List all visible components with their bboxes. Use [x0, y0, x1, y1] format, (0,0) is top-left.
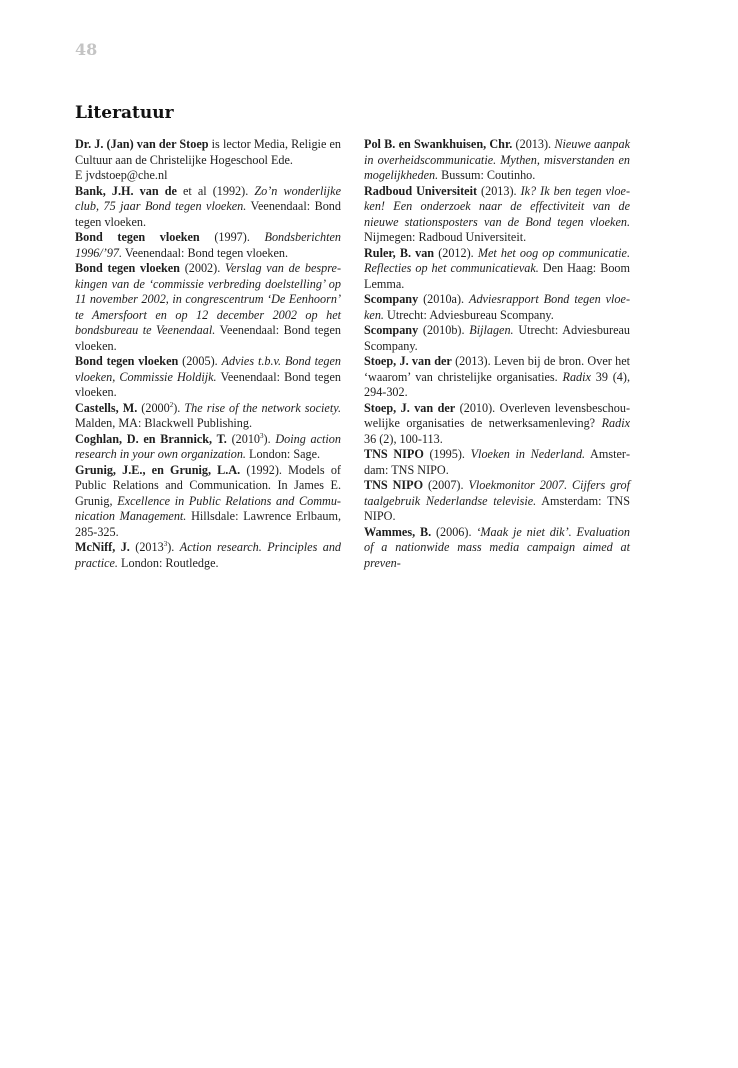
reference-text: (1997). — [199, 230, 265, 244]
reference-entry — [364, 447, 630, 478]
reference-text: 39 (4), 294-302. — [364, 369, 631, 399]
reference-text: (1992). Models of Public Relations and Communication. In James E. Grunig, — [75, 462, 341, 508]
reference-author: Bond tegen vloeken — [75, 261, 180, 275]
reference-title: Adviesrapport Bond tegen vloeken. — [364, 292, 630, 322]
reference-title: Advies t.b.v. Bond tegen vloeken, Commissie Holdijk. — [75, 354, 341, 384]
reference-title: Radix — [562, 369, 591, 384]
reference-text: London: Routledge. — [117, 555, 219, 570]
edition-superscript: 3 — [260, 431, 264, 440]
reference-author: Wammes, B. — [364, 524, 432, 539]
reference-title: Ik? Ik ben tegen vloeken! Een onderzoek naar de effectiviteit van de nieuwe stationsposters van de Bond tegen vloeken. — [364, 183, 630, 229]
reference-author: Bank, J.H. van de — [75, 183, 177, 198]
reference-text: (2010). Overleven levensbeschouwelijke organisaties de netwerksamenleving? — [364, 400, 630, 430]
reference-text: (2010a). — [418, 292, 469, 306]
reference-entry — [364, 292, 630, 323]
reference-title: Verslag van de besprekingen van de ‘commissie verbreding doelstelling’ op 11 november 2002, in congrescentrum ‘De Eenhoorn’ te Amersfoort en op 12 december 2002 op het bondsbureau te Veenendaal. — [75, 261, 341, 337]
reference-entry — [75, 354, 341, 401]
reference-author: McNiff, J. — [75, 540, 130, 554]
reference-author: Coghlan, D. en Brannick, T. — [75, 431, 227, 446]
reference-text: Den Haag: Boom Lemma. — [364, 261, 630, 291]
reference-author: Stoep, J. van der — [364, 400, 456, 415]
reference-text: (2000 — [137, 400, 170, 415]
reference-text: Veenendaal: Bond tegen vloeken. — [122, 245, 289, 260]
reference-text: Veenendaal: Bond tegen vloeken. — [75, 199, 341, 229]
reference-text: (2010b). — [418, 323, 470, 337]
reference-title: Vloeken in Nederland. — [470, 447, 586, 461]
reference-author: Grunig, J.E., en Grunig, L.A. — [75, 462, 241, 477]
reference-author: Scompany — [364, 323, 419, 337]
reference-entry — [75, 401, 341, 432]
reference-text: (2007). — [423, 478, 469, 492]
reference-text: (2006). — [431, 524, 477, 539]
reference-text: (2010 — [226, 431, 261, 446]
reference-title: Action research. Principles and practice. — [75, 540, 342, 570]
reference-text: Hillsdale: Lawrence Erlbaum, 285-325. — [75, 509, 341, 539]
reference-text: et al (1992). — [176, 183, 255, 198]
reference-entry — [364, 323, 630, 354]
reference-text: ). — [263, 431, 276, 446]
reference-text: (2002). — [179, 261, 225, 275]
section-title: Literatuur — [75, 103, 174, 123]
reference-author: Ruler, B. van — [364, 245, 435, 260]
reference-text: (2013). — [477, 183, 521, 198]
reference-text: Malden, MA: Blackwell Publishing. — [75, 416, 253, 430]
reference-text: (2013 — [129, 540, 164, 554]
reference-text: London: Sage. — [245, 447, 321, 461]
reference-entry — [75, 463, 341, 541]
reference-text: (2013). Leven bij de bron. Over het ‘waarom’ van christelijke organisaties. — [364, 354, 630, 384]
edition-superscript: 2 — [169, 400, 174, 409]
reference-title: Radix — [601, 416, 630, 430]
reference-author: TNS NIPO — [364, 478, 424, 492]
reference-author: TNS NIPO — [364, 447, 424, 461]
reference-author: Bond tegen vloeken — [75, 354, 179, 368]
reference-title: ‘Maak je niet dik’. Evaluation of a nationwide mass media campaign aimed at preven- — [364, 524, 630, 570]
reference-title: Bondsberichten 1996/’97. — [75, 230, 341, 260]
page-number: 48 — [75, 40, 98, 59]
reference-entry — [364, 525, 630, 572]
reference-text: Utrecht: Adviesbureau Scompany. — [364, 323, 630, 353]
reference-title: Met het oog op communicatie. Reflecties op het communicatievak. — [364, 245, 630, 275]
reference-text: (2013). — [512, 137, 555, 151]
reference-entry — [364, 246, 630, 293]
reference-entry — [75, 230, 341, 261]
reference-title: Zo’n wonderlijke club, 75 jaar Bond tegen vloeken. — [75, 183, 341, 213]
reference-author: Pol B. en Swankhuisen, Chr. — [364, 137, 513, 151]
reference-title: Doing action research in your own organization. — [75, 431, 341, 461]
reference-column-left — [75, 137, 341, 571]
reference-entry — [364, 184, 630, 246]
reference-text: Amsterdam: TNS NIPO. — [364, 447, 630, 477]
reference-entry — [364, 354, 630, 401]
reference-entry — [75, 432, 341, 463]
reference-author: Dr. J. (Jan) van der Stoep — [75, 137, 209, 151]
reference-title: The rise of the network society. — [184, 400, 342, 415]
reference-entry — [75, 540, 341, 571]
reference-text: Amsterdam: TNS NIPO. — [364, 493, 630, 523]
reference-column-right — [364, 137, 630, 571]
reference-entry — [75, 261, 341, 354]
reference-author: Scompany — [364, 292, 419, 306]
reference-title: Bijlagen. — [469, 323, 514, 337]
reference-text: E jvdstoep@che.nl — [75, 168, 168, 182]
reference-author: Stoep, J. van der — [364, 354, 452, 368]
reference-text: Veenendaal: Bond tegen vloeken. — [75, 323, 341, 353]
reference-entry — [75, 168, 341, 184]
edition-superscript: 3 — [163, 539, 168, 548]
reference-text: ). — [173, 400, 185, 415]
reference-text: Bussum: Coutinho. — [438, 168, 536, 182]
reference-entry — [364, 401, 630, 448]
reference-author: Bond tegen vloeken — [75, 230, 200, 244]
reference-text: Nijmegen: Radboud Universiteit. — [364, 230, 527, 244]
reference-text: 36 (2), 100-113. — [364, 431, 443, 446]
reference-author: Castells, M. — [75, 400, 138, 415]
reference-entry — [75, 137, 341, 168]
reference-text: is lector Media, Religie en Cultuur aan de Christelijke Hogeschool Ede. — [75, 137, 341, 167]
reference-title: Vloekmonitor 2007. Cijfers grof taalgebruik Nederlandse televisie. — [364, 478, 630, 508]
reference-title: Excellence in Public Relations and Communication Management. — [75, 493, 341, 523]
reference-title: Nieuwe aanpak in overheidscommunicatie. Mythen, misverstanden en mogelijkheden. — [364, 137, 630, 182]
reference-text: (2005). — [178, 354, 222, 368]
reference-entry — [364, 137, 630, 184]
reference-entry — [364, 478, 630, 525]
reference-text: ). — [167, 540, 180, 554]
reference-author: Radboud Universiteit — [364, 183, 478, 198]
reference-text: Utrecht: Adviesbureau Scompany. — [383, 307, 554, 322]
reference-entry — [75, 184, 341, 231]
reference-text: Veenendaal: Bond tegen vloeken. — [75, 369, 341, 399]
reference-text: (1995). — [423, 447, 471, 461]
reference-text: (2012). — [434, 245, 478, 260]
